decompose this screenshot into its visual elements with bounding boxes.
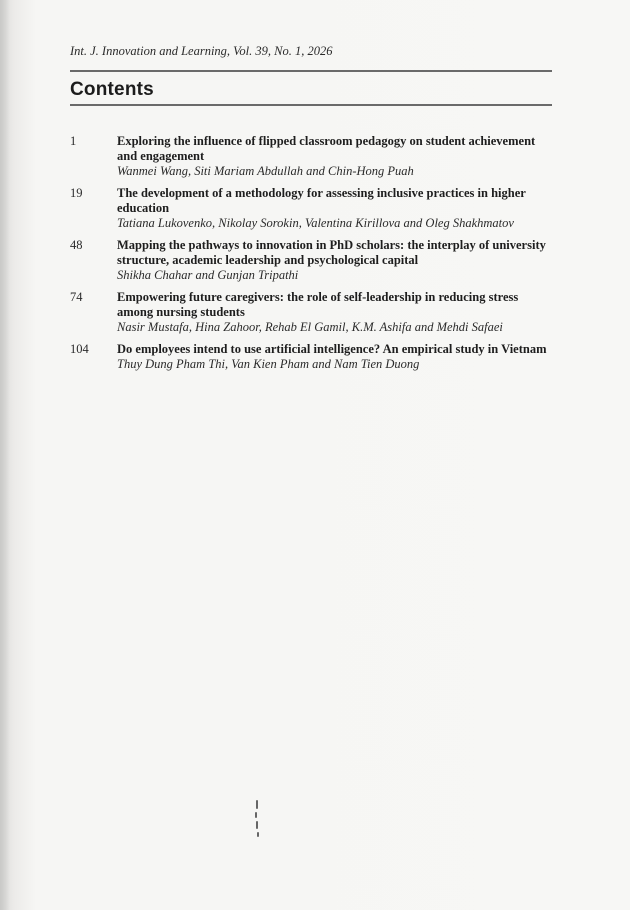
toc-article-authors: Nasir Mustafa, Hina Zahoor, Rehab El Gamil, K.M. Ashifa and Mehdi Safaei <box>117 320 503 334</box>
toc-page-number: 104 <box>70 342 89 356</box>
toc-entry <box>70 186 552 231</box>
toc-article-authors: Shikha Chahar and Gunjan Tripathi <box>117 268 299 282</box>
toc-article-authors: Wanmei Wang, Siti Mariam Abdullah and Chin-Hong Puah <box>117 164 414 178</box>
spine-shadow <box>0 0 10 910</box>
toc-article-title[interactable]: Do employees intend to use artificial intelligence? An empirical study in Vietnam <box>117 342 547 356</box>
running-head: Int. J. Innovation and Learning, Vol. 39, No. 1, 2026 <box>70 44 333 58</box>
toc-entry <box>70 134 552 179</box>
toc-article-authors: Thuy Dung Pham Thi, Van Kien Pham and Nam Tien Duong <box>117 357 420 371</box>
toc-entry-body <box>117 238 552 283</box>
toc-article-title[interactable]: Empowering future caregivers: the role of self-leadership in reducing stress among nursing students <box>117 290 519 319</box>
toc-entry <box>70 238 552 283</box>
toc-article-title[interactable]: The development of a methodology for assessing inclusive practices in higher education <box>117 186 526 215</box>
toc-article-title[interactable]: Mapping the pathways to innovation in PhD scholars: the interplay of university structure, academic leadership and psychological capital <box>117 238 546 267</box>
toc-entry <box>70 290 552 335</box>
table-of-contents <box>70 134 552 379</box>
toc-entry-body <box>117 134 552 179</box>
toc-article-title[interactable]: Exploring the influence of flipped classroom pedagogy on student achievement and engagement <box>117 134 536 163</box>
toc-page-number: 48 <box>70 238 83 252</box>
toc-page-number: 1 <box>70 134 77 148</box>
contents-heading: Contents <box>70 79 154 100</box>
scan-smudge-mark <box>255 800 259 840</box>
toc-page-number: 19 <box>70 186 83 200</box>
toc-entry-body <box>117 342 552 372</box>
bottom-rule <box>70 104 552 106</box>
toc-entry <box>70 342 552 372</box>
toc-article-authors: Tatiana Lukovenko, Nikolay Sorokin, Valentina Kirillova and Oleg Shakhmatov <box>117 216 514 230</box>
top-rule <box>70 70 552 72</box>
toc-page-number: 74 <box>70 290 83 304</box>
toc-entry-body <box>117 186 552 231</box>
toc-entry-body <box>117 290 552 335</box>
